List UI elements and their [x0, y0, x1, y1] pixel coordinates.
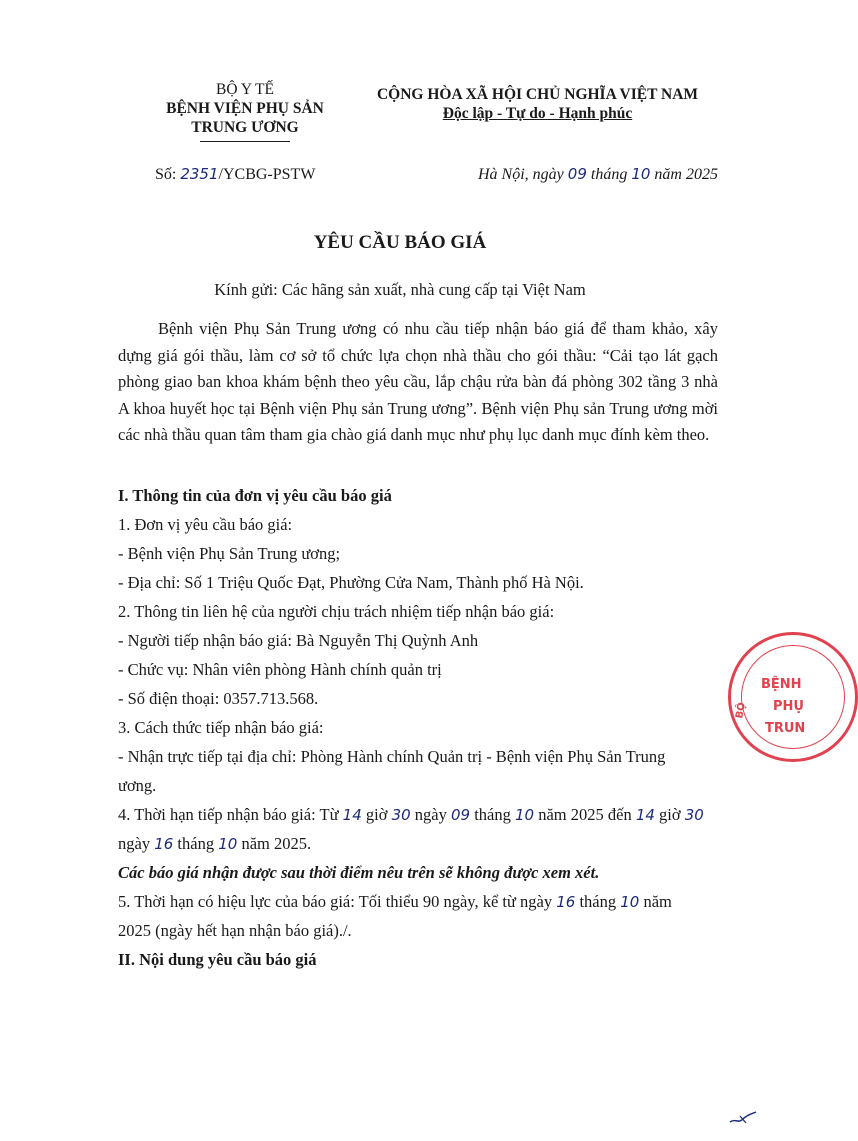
republic-name: CỘNG HÒA XÃ HỘI CHỦ NGHĨA VIỆT NAM: [376, 86, 699, 103]
intro-paragraph: Bệnh viện Phụ Sản Trung ương có nhu cầu tiếp nhận báo giá để tham khảo, xây dựng giá gói thầu, làm cơ sở tổ chức lựa chọn nhà thầu cho gói thầu: “Cải tạo lát gạch phòng giao ban khoa khám bệnh theo yêu cầu, lắp chậu rửa bàn đá phòng 302 tầng 3 nhà A khoa huyết học tại Bệnh viện Phụ sản Trung ương”. Bệnh viện Phụ sản Trung ương mời các nhà thầu quan tâm tham gia chào giá danh mục như phụ lục danh mục đính kèm theo.: [118, 319, 718, 444]
receiver-name: - Người tiếp nhận báo giá: Bà Nguyễn Thị Quỳnh Anh: [118, 631, 479, 650]
handwritten-validity-day: 16: [556, 893, 576, 911]
stamp-text-1: BỆNH: [761, 677, 802, 692]
national-header: [355, 85, 720, 123]
ministry-name: BỘ Y TẾ: [216, 81, 274, 98]
hospital-name-line2: TRUNG ƯƠNG: [191, 119, 299, 136]
section1-item4-line2: ngày 16 tháng 10 năm 2025.: [118, 834, 312, 853]
section1-heading: I. Thông tin của đơn vị yêu cầu báo giá: [118, 486, 392, 505]
receiver-phone: - Số điện thoại: 0357.713.568.: [118, 689, 319, 708]
section1-item5-line2: 2025 (ngày hết hạn nhận báo giá)./.: [118, 921, 352, 940]
section1-item5-line1: 5. Thời hạn có hiệu lực của báo giá: Tối thiểu 90 ngày, kể từ ngày 16 tháng 10 năm: [118, 892, 672, 911]
stamp-text-3: TRUN: [765, 721, 806, 736]
handwritten-end-minute: 30: [684, 806, 704, 824]
issuer-underline: [200, 141, 290, 142]
handwritten-day: 09: [567, 165, 587, 183]
document-number: Số: 2351/YCBG-PSTW: [155, 165, 316, 183]
stamp-text-2: PHỤ: [773, 699, 804, 714]
requesting-unit: - Bệnh viện Phụ Sản Trung ương;: [118, 544, 341, 563]
handwritten-number: 2351: [180, 165, 219, 183]
section1-item3: 3. Cách thức tiếp nhận báo giá:: [118, 718, 324, 737]
hospital-name-line1: BỆNH VIỆN PHỤ SẢN: [166, 100, 324, 117]
receive-method-line1: - Nhận trực tiếp tại địa chỉ: Phòng Hành chính Quản trị - Bệnh viện Phụ Sản Trung: [118, 747, 666, 766]
section1-item1: 1. Đơn vị yêu cầu báo giá:: [118, 515, 293, 534]
issuer-block: [140, 80, 350, 137]
handwritten-start-hour: 14: [342, 806, 362, 824]
document-title: YÊU CẦU BÁO GIÁ: [313, 232, 487, 253]
handwritten-start-day: 09: [450, 806, 471, 824]
handwritten-month: 10: [631, 165, 651, 183]
handwritten-end-hour: 14: [635, 806, 655, 824]
section1-item4-line1: 4. Thời hạn tiếp nhận báo giá: Từ 14 giờ 30 ngày 09 tháng 10 năm 2025 đến 14 giờ 30: [118, 805, 704, 824]
handwritten-start-month: 10: [515, 806, 535, 824]
handwritten-start-minute: 30: [391, 806, 411, 824]
initial-mark: [728, 1108, 758, 1128]
hospital-stamp: [728, 632, 858, 762]
section1-item2: 2. Thông tin liên hệ của người chịu trách nhiệm tiếp nhận báo giá:: [118, 602, 555, 621]
unit-address: - Địa chỉ: Số 1 Triệu Quốc Đạt, Phường Cửa Nam, Thành phố Hà Nội.: [118, 573, 584, 592]
receiver-position: - Chức vụ: Nhân viên phòng Hành chính quản trị: [118, 660, 442, 679]
handwritten-validity-month: 10: [620, 893, 640, 911]
handwritten-end-month: 10: [218, 835, 238, 853]
receive-method-line2: ương.: [118, 776, 157, 795]
stamp-side-text: BỘ: [734, 701, 748, 720]
date-line: Hà Nội, ngày 09 tháng 10 năm 2025: [478, 165, 718, 183]
section2-heading: II. Nội dung yêu cầu báo giá: [118, 950, 317, 969]
handwritten-end-day: 16: [154, 835, 174, 853]
recipient-line: Kính gửi: Các hãng sản xuất, nhà cung cấp tại Việt Nam: [214, 280, 586, 299]
national-motto: Độc lập - Tự do - Hạnh phúc: [442, 105, 633, 122]
late-quote-note: Các báo giá nhận được sau thời điểm nêu trên sẽ không được xem xét.: [118, 863, 600, 882]
